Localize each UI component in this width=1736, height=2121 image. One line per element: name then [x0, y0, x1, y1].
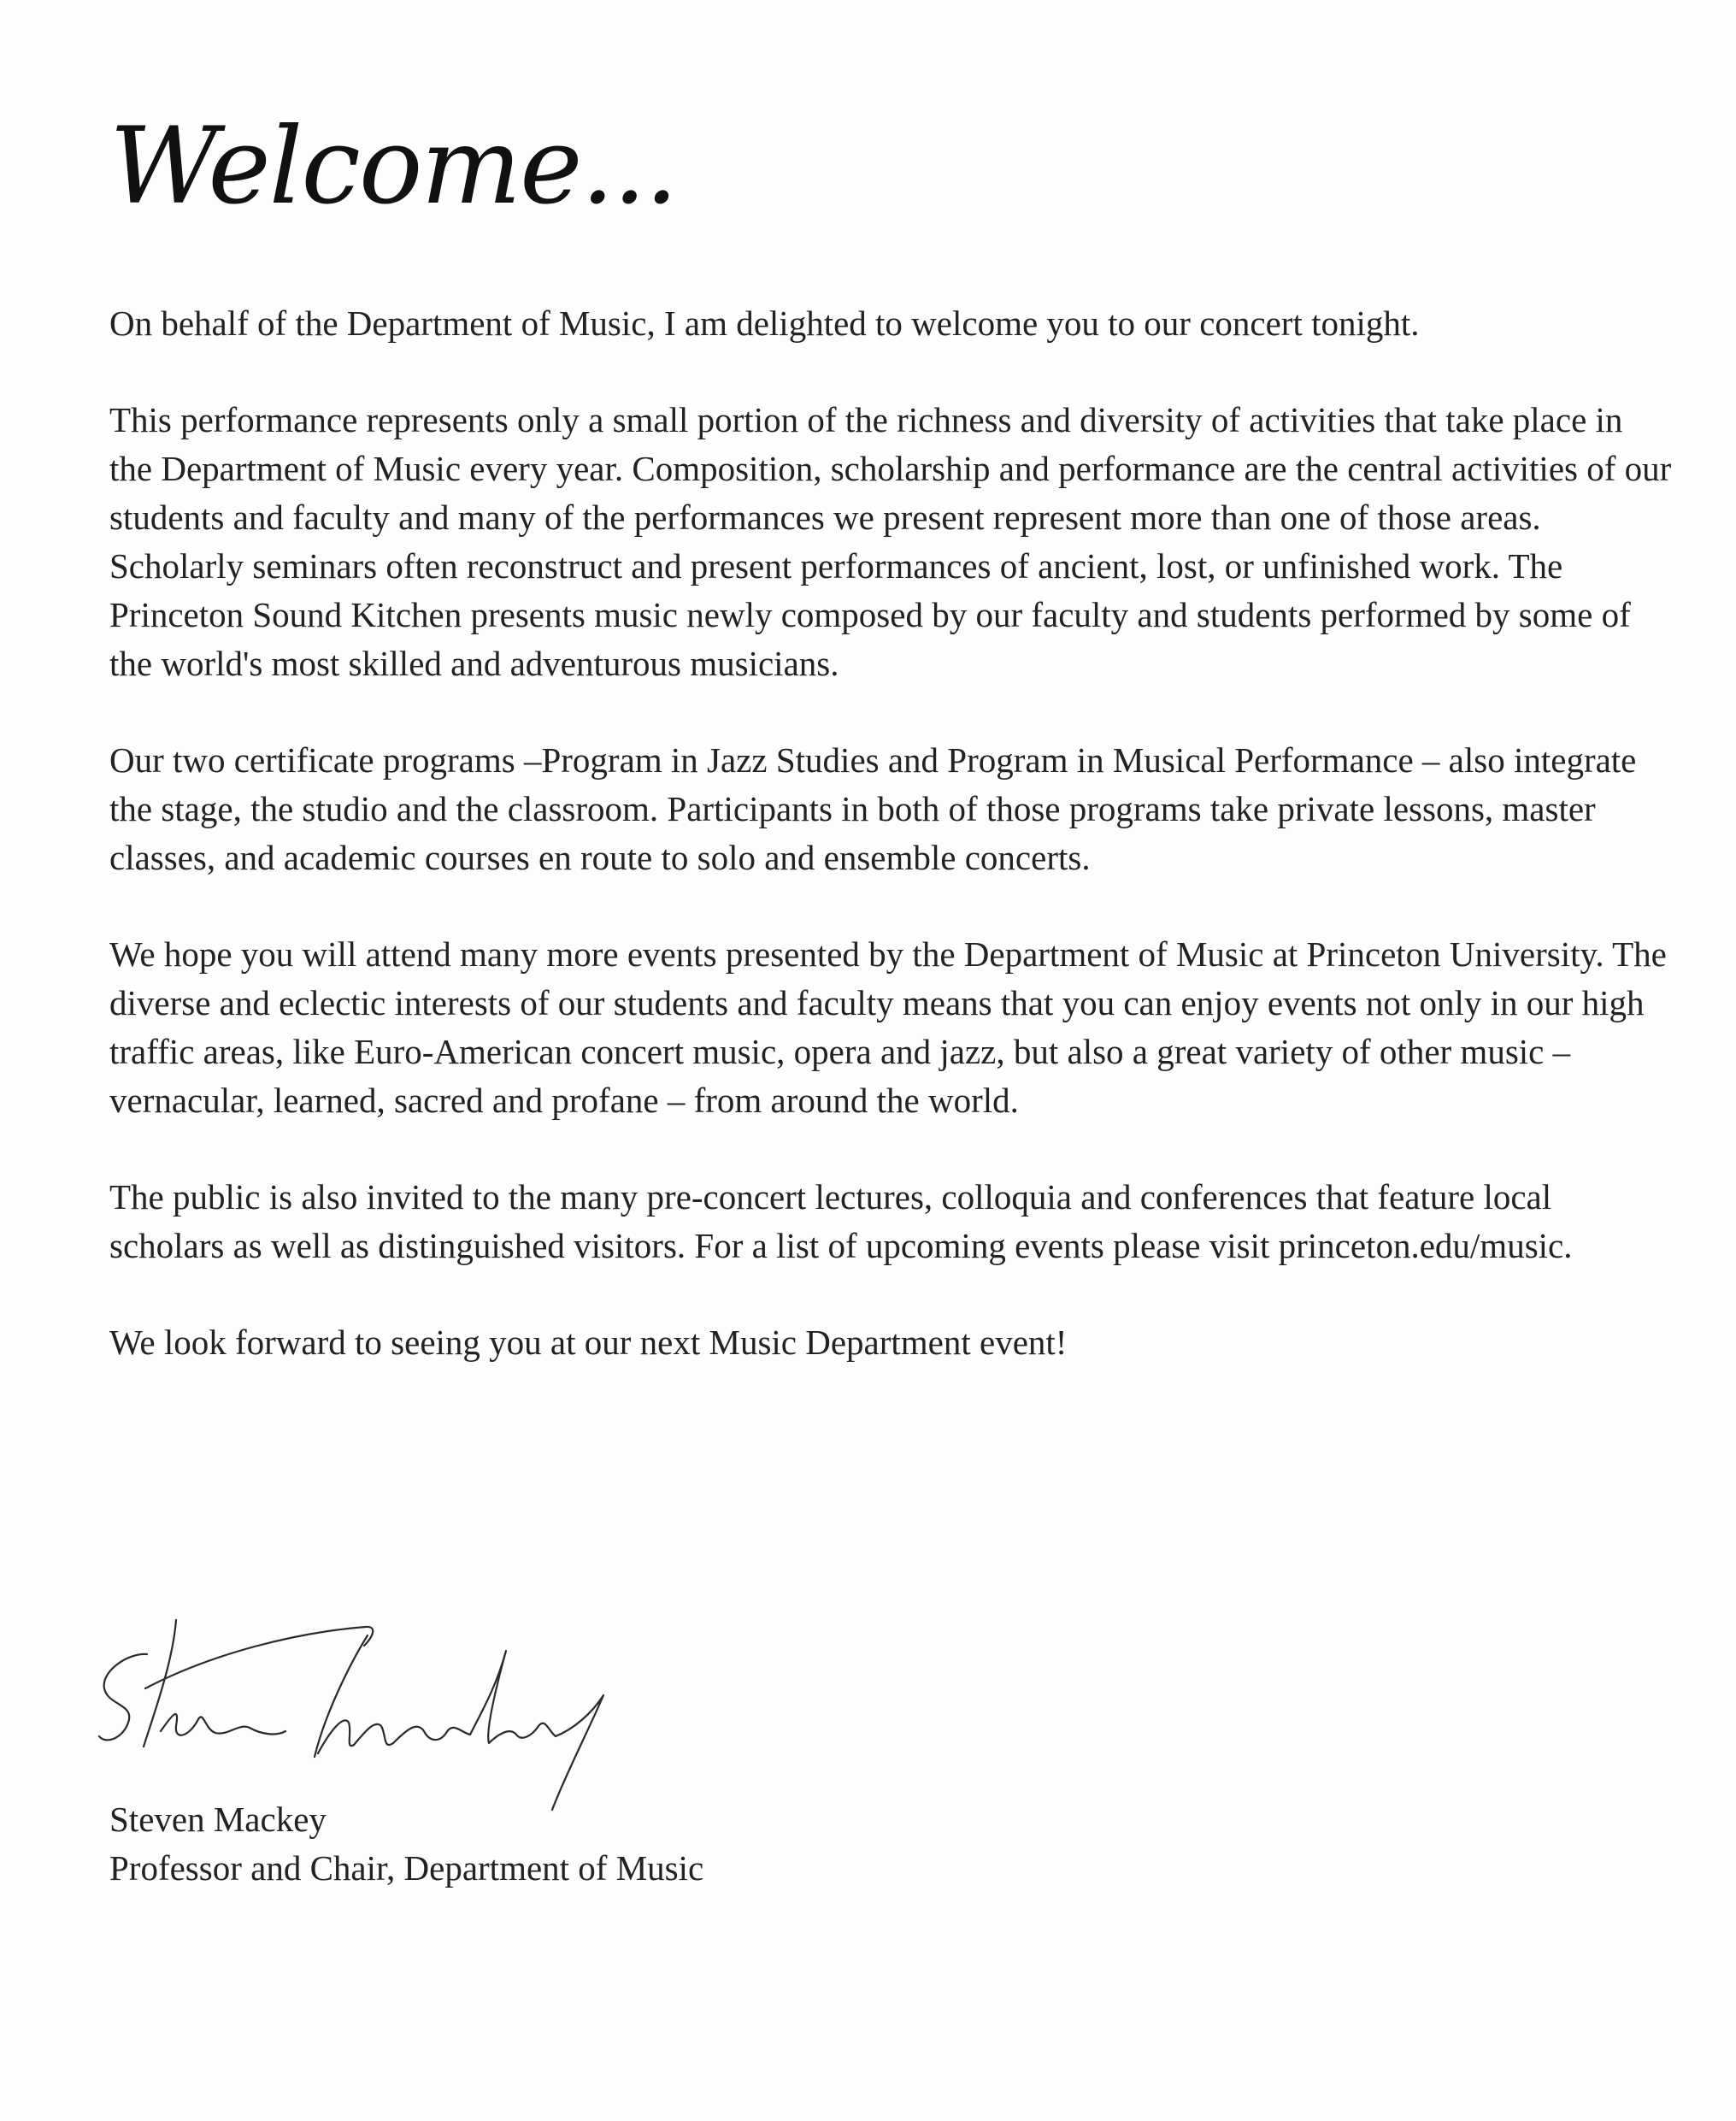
paragraph-performance: This performance represents only a small portion of the richness and diversity of activities that take place in the Department of Music every year. Composition, scholarship and performance are the central activities of our students and faculty and many of the performances we present represent more than one of those areas. Scholarly seminars often reconstruct and present performances of ancient, lost, or unfinished work. The Princeton Sound Kitchen presents music newly composed by our faculty and students performed by some of the world's most skilled and adventurous musicians.	[109, 400, 1672, 683]
paragraph-public-lectures: The public is also invited to the many pre-concert lectures, colloquia and conferences that feature local scholars as well as distinguished visitors. For a list of upcoming events please visit princeton.edu/music.	[109, 1177, 1573, 1265]
signer-name: Steven Mackey	[109, 1800, 327, 1839]
signer-title: Professor and Chair, Department of Music	[109, 1848, 704, 1888]
signature-stroke-t	[144, 1620, 176, 1747]
signature-stroke-m	[315, 1635, 393, 1757]
letter-body	[109, 299, 1674, 1367]
signer-block	[109, 1795, 703, 1893]
handwritten-signature	[94, 1586, 692, 1817]
paragraph-more-events: We hope you will attend many more events presented by the Department of Music at Princeton University. The diverse and eclectic interests of our students and faculty means that you can enjoy events not only in our high traffic areas, like Euro-American concert music, opera and jazz, but also a great variety of other music – vernacular, learned, sacred and profane – from around the world.	[109, 934, 1667, 1120]
paragraph-greeting: On behalf of the Department of Music, I am delighted to welcome you to our concert tonight.	[109, 303, 1420, 343]
page-title: Welcome...	[109, 105, 677, 228]
signature-stroke-cross	[145, 1627, 373, 1688]
signature-stroke-s	[99, 1654, 147, 1740]
paragraph-certificate-programs: Our two certificate programs –Program in Jazz Studies and Program in Musical Performance – also integrate the stage, the studio and the classroom. Participants in both of those programs take private lessons, master classes, and academic courses en route to solo and ensemble concerts.	[109, 740, 1637, 877]
signature-stroke-eve	[161, 1714, 285, 1735]
paragraph-closing: We look forward to seeing you at our next Music Department event!	[109, 1323, 1068, 1362]
signature-stroke-ackey	[393, 1651, 556, 1743]
signature-stroke-y	[552, 1695, 603, 1810]
